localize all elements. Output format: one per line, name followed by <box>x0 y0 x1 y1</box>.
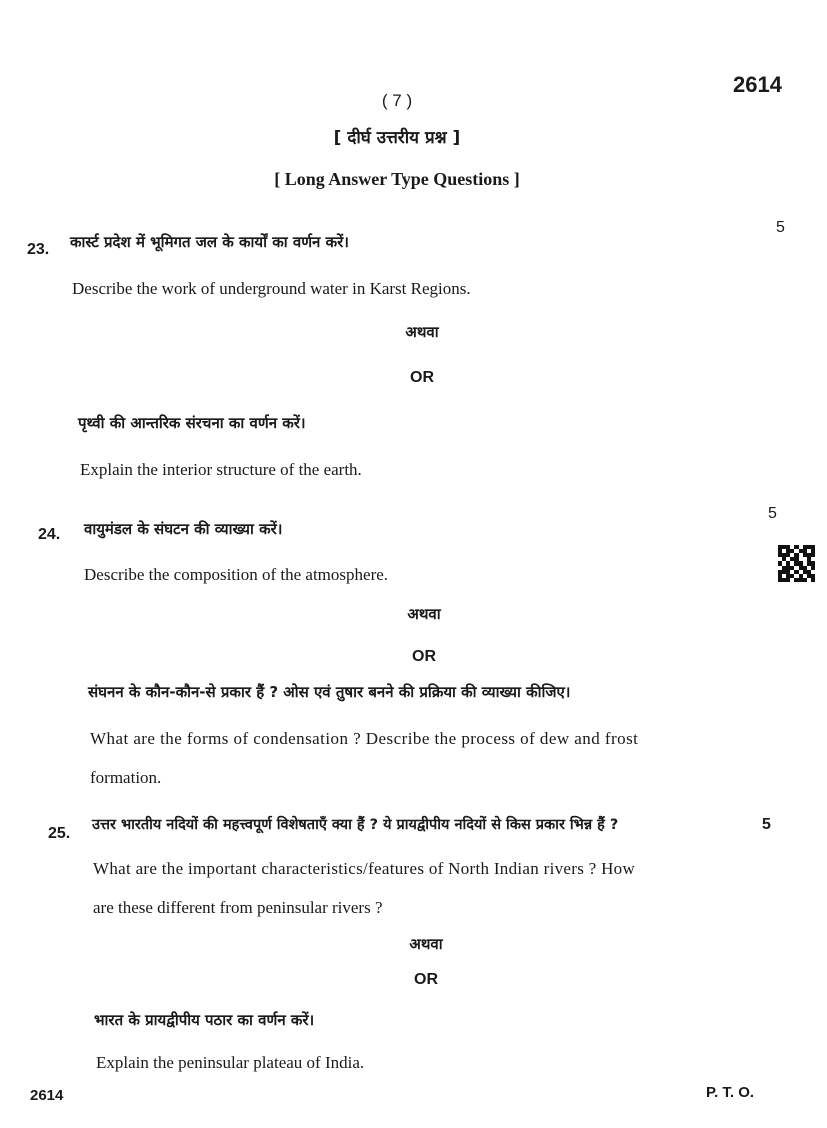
question-marks: 5 <box>776 219 785 236</box>
section-title-hindi: [ दीर्घ उत्तरीय प्रश्न ] <box>333 128 461 148</box>
or-english: OR <box>412 648 436 665</box>
qr-code <box>778 545 815 582</box>
question-marks: 5 <box>762 816 771 833</box>
question-text-english-continued: are these different from peninsular rivers ? <box>93 898 383 917</box>
question-text-english: Describe the composition of the atmosphere. <box>84 565 389 584</box>
alternate-question-hindi: भारत के प्रायद्वीपीय पठार का वर्णन करें। <box>94 1011 315 1029</box>
paper-code-top: 2614 <box>733 72 782 97</box>
or-hindi: अथवा <box>407 605 441 623</box>
question-text-hindi: कार्स्ट प्रदेश में भूमिगत जल के कार्यों का वर्णन करें। <box>70 233 349 251</box>
section-title-english: [ Long Answer Type Questions ] <box>274 169 520 189</box>
alternate-question-hindi: पृथ्वी की आन्तरिक संरचना का वर्णन करें। <box>78 414 306 432</box>
question-number: 23. <box>27 241 50 258</box>
alternate-question-hindi: संघनन के कौन-कौन-से प्रकार हैं ? ओस एवं तुषार बनने की प्रक्रिया की व्याख्या कीजिए। <box>88 683 571 701</box>
question-text-english: What are the important characteristics/features of North Indian rivers ? How <box>93 859 636 878</box>
question-number: 25. <box>48 825 71 842</box>
alternate-question-english: Explain the peninsular plateau of India. <box>96 1053 365 1072</box>
question-text-hindi: उत्तर भारतीय नदियों की महत्त्वपूर्ण विशेषताएँ क्या हैं ? ये प्रायद्वीपीय नदियों से किस प्रकार भिन्न हैं ? <box>92 817 619 833</box>
page-number: ( 7 ) <box>381 91 413 110</box>
or-english: OR <box>410 369 434 386</box>
paper-code-footer: 2614 <box>30 1087 64 1104</box>
or-hindi: अथवा <box>409 935 443 953</box>
or-english: OR <box>414 971 438 988</box>
question-text-hindi: वायुमंडल के संघटन की व्याख्या करें। <box>84 520 283 538</box>
question-number: 24. <box>38 526 61 543</box>
question-marks: 5 <box>768 505 777 522</box>
alternate-question-english-continued: formation. <box>90 768 162 787</box>
please-turn-over: P. T. O. <box>706 1084 755 1101</box>
or-hindi: अथवा <box>405 323 439 341</box>
question-text-english: Describe the work of underground water in Karst Regions. <box>72 279 471 298</box>
alternate-question-english: Explain the interior structure of the earth. <box>80 460 362 479</box>
alternate-question-english: What are the forms of condensation ? Describe the process of dew and frost <box>90 729 639 748</box>
